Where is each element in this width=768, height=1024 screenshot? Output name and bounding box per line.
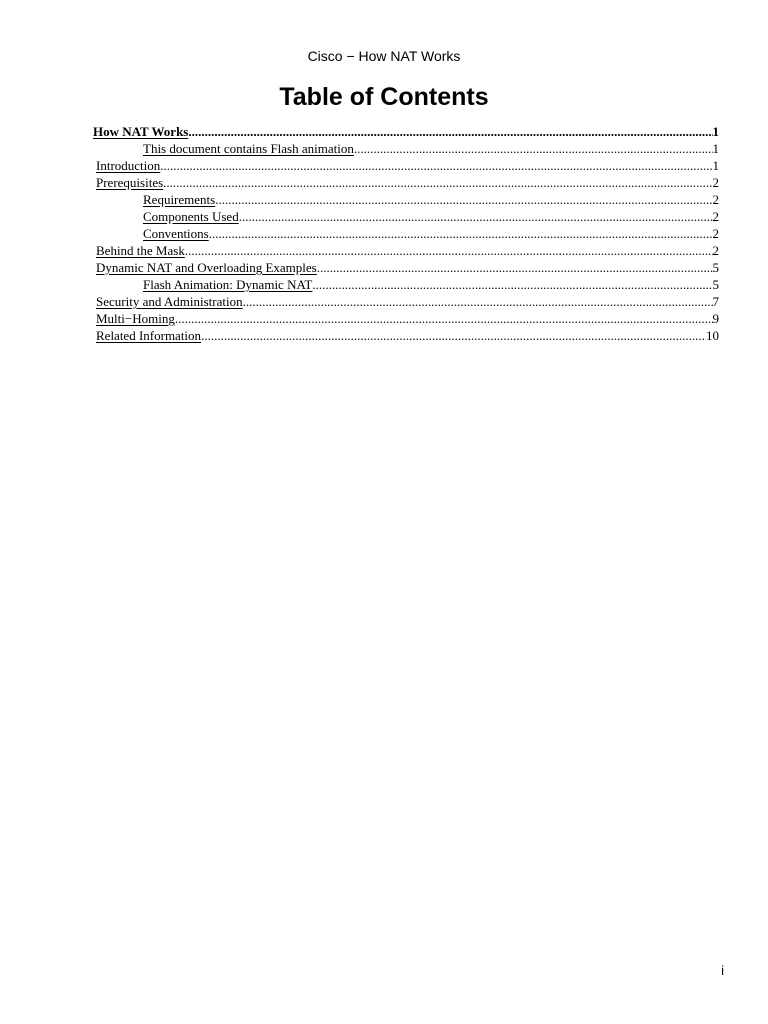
toc-entry-page: 1 — [712, 124, 719, 139]
dot-leader — [175, 310, 713, 327]
dot-leader — [160, 157, 712, 174]
toc-entry-page: 2 — [712, 209, 719, 224]
toc-entry-label[interactable]: Behind the Mask — [96, 243, 185, 258]
toc-entry-label[interactable]: This document contains Flash animation — [143, 141, 354, 156]
toc-entry-page: 10 — [706, 328, 719, 343]
toc-entry-flash-animation-dynamic-nat[interactable] — [93, 276, 719, 293]
toc-entry-introduction[interactable] — [93, 157, 719, 174]
toc-entry-flash-animation-notice[interactable] — [93, 140, 719, 157]
dot-leader — [215, 191, 712, 208]
toc-list — [93, 123, 719, 344]
toc-entry-label[interactable]: Components Used — [143, 209, 239, 224]
toc-entry-page: 2 — [712, 226, 719, 241]
toc-entry-page: 1 — [712, 141, 719, 156]
toc-entry-conventions[interactable] — [93, 225, 719, 242]
dot-leader — [312, 276, 712, 293]
toc-entry-page: 5 — [712, 260, 719, 275]
toc-entry-label[interactable]: Conventions — [143, 226, 209, 241]
toc-entry-label[interactable]: Related Information — [96, 328, 202, 343]
toc-entry-label[interactable]: Multi−Homing — [96, 311, 175, 326]
toc-entry-security-and-administration[interactable] — [93, 293, 719, 310]
toc-entry-page: 2 — [712, 175, 719, 190]
toc-entry-label[interactable]: Requirements — [143, 192, 216, 207]
dot-leader — [201, 327, 706, 344]
toc-entry-page: 2 — [712, 192, 719, 207]
dot-leader — [163, 174, 712, 191]
dot-leader — [239, 208, 713, 225]
toc-entry-page: 7 — [712, 294, 719, 309]
page-number: i — [721, 963, 724, 978]
toc-entry-related-information[interactable] — [93, 327, 719, 344]
dot-leader — [317, 259, 713, 276]
toc-entry-label[interactable]: Prerequisites — [96, 175, 164, 190]
toc-entry-label[interactable]: Introduction — [96, 158, 161, 173]
dot-leader — [243, 293, 713, 310]
toc-entry-label[interactable]: Dynamic NAT and Overloading Examples — [96, 260, 317, 275]
toc-entry-page: 5 — [712, 277, 719, 292]
toc-entry-how-nat-works[interactable] — [93, 123, 719, 140]
running-header: Cisco − How NAT Works — [307, 48, 461, 64]
dot-leader — [209, 225, 713, 242]
toc-title: Table of Contents — [279, 83, 489, 111]
toc-entry-components-used[interactable] — [93, 208, 719, 225]
toc-entry-label[interactable]: How NAT Works — [93, 124, 189, 139]
toc-entry-behind-the-mask[interactable] — [93, 242, 719, 259]
toc-entry-dynamic-nat-examples[interactable] — [93, 259, 719, 276]
dot-leader — [188, 123, 712, 140]
toc-entry-label[interactable]: Flash Animation: Dynamic NAT — [143, 277, 313, 292]
toc-entry-page: 2 — [712, 243, 719, 258]
toc-entry-prerequisites[interactable] — [93, 174, 719, 191]
dot-leader — [185, 242, 713, 259]
toc-entry-page: 9 — [712, 311, 719, 326]
toc-entry-label[interactable]: Security and Administration — [96, 294, 243, 309]
toc-entry-page: 1 — [712, 158, 719, 173]
toc-entry-requirements[interactable] — [93, 191, 719, 208]
toc-entry-multi-homing[interactable] — [93, 310, 719, 327]
dot-leader — [354, 140, 713, 157]
